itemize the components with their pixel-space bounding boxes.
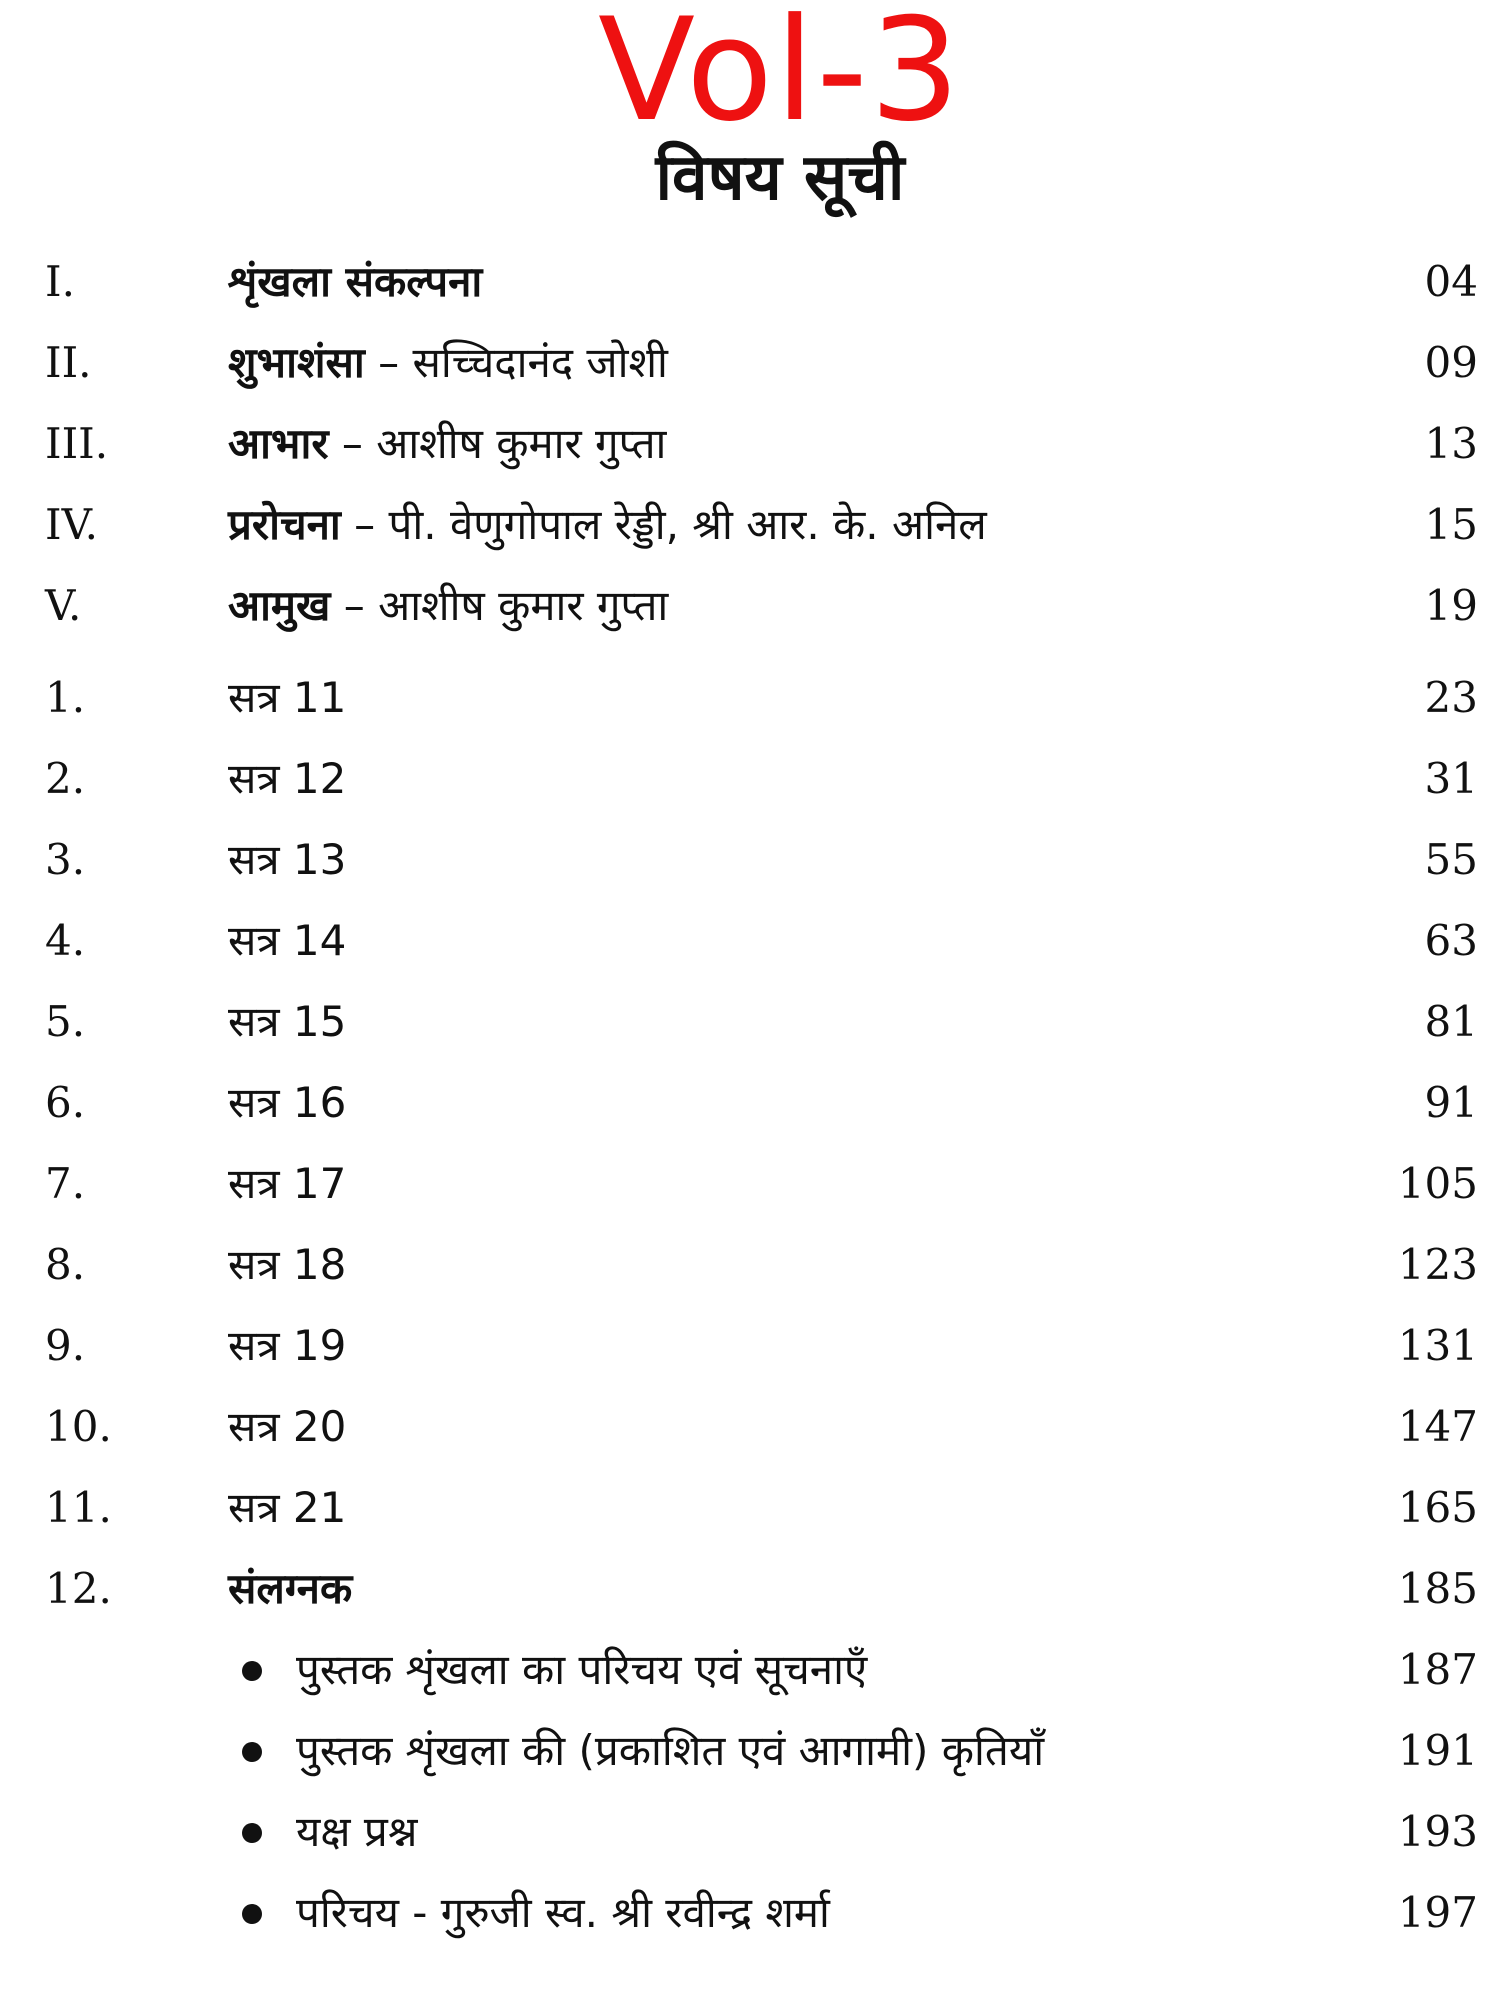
toc-page-number: 105 — [1397, 1159, 1478, 1208]
toc-title — [228, 323, 668, 403]
toc-page-number: 187 — [1397, 1645, 1478, 1694]
toc-row — [0, 1549, 1500, 1629]
toc-number: 4. — [45, 916, 86, 965]
toc-title — [228, 485, 987, 565]
toc-number: 10. — [45, 1402, 112, 1451]
toc-title — [228, 1225, 346, 1305]
toc-row — [0, 739, 1500, 819]
toc-title-bold: आभार — [228, 419, 329, 468]
toc-page-number: 193 — [1397, 1807, 1478, 1856]
toc-page-number: 63 — [1424, 916, 1478, 965]
toc-title — [228, 982, 346, 1062]
toc-page-number: 123 — [1397, 1240, 1478, 1289]
toc-row — [0, 242, 1500, 322]
toc-row — [0, 820, 1500, 900]
toc-title-rest: सत्र 15 — [228, 997, 347, 1046]
toc-number: III. — [45, 419, 109, 468]
toc-page-number: 13 — [1424, 419, 1478, 468]
bullet-icon — [242, 1823, 262, 1843]
toc-title-rest: सत्र 13 — [228, 835, 347, 884]
toc-page-number: 147 — [1397, 1402, 1478, 1451]
toc-title — [228, 1063, 346, 1143]
toc-title — [228, 820, 346, 900]
toc-number: 3. — [45, 835, 86, 884]
toc-number: 7. — [45, 1159, 86, 1208]
bullet-icon — [242, 1661, 262, 1681]
toc-number: 6. — [45, 1078, 86, 1127]
toc-title — [228, 1387, 346, 1467]
toc-title-bold: प्ररोचना — [228, 500, 341, 549]
toc-number: 1. — [45, 673, 86, 722]
toc-title — [228, 242, 482, 322]
toc-sub-title: पुस्तक शृंखला की (प्रकाशित एवं आगामी) कृतियाँ — [296, 1726, 1045, 1775]
toc-title — [228, 566, 668, 646]
toc-title — [228, 658, 346, 738]
toc-title-rest: सत्र 14 — [228, 916, 347, 965]
toc-row — [0, 485, 1500, 565]
toc-sub-row — [0, 1873, 1500, 1953]
toc-title-bold: शुभाशंसा — [228, 338, 365, 387]
toc-number: V. — [45, 581, 82, 630]
toc-title-rest: सत्र 16 — [228, 1078, 347, 1127]
bullet-icon — [242, 1742, 262, 1762]
toc-number: 2. — [45, 754, 86, 803]
toc-title-rest: सत्र 21 — [228, 1483, 347, 1532]
toc-page-number: 15 — [1424, 500, 1478, 549]
toc-row — [0, 1306, 1500, 1386]
toc-sub-row — [0, 1630, 1500, 1710]
toc-page-number: 131 — [1397, 1321, 1478, 1370]
toc-title-rest: – आशीष कुमार गुप्ता — [330, 581, 669, 630]
toc-title-rest: – सच्चिदानंद जोशी — [364, 338, 668, 387]
bullet-icon — [242, 1904, 262, 1924]
volume-label: Vol-3 — [597, 0, 963, 153]
toc-title — [228, 404, 666, 484]
toc-row — [0, 1144, 1500, 1224]
toc-title-bold: संलग्नक — [228, 1564, 353, 1613]
toc-title — [228, 1468, 346, 1548]
toc-title — [228, 1306, 346, 1386]
toc-title-rest: सत्र 17 — [228, 1159, 347, 1208]
toc-row — [0, 566, 1500, 646]
toc-row — [0, 323, 1500, 403]
toc-page-number: 165 — [1397, 1483, 1478, 1532]
toc-title — [228, 739, 346, 819]
toc-number: 5. — [45, 997, 86, 1046]
toc-page-number: 91 — [1424, 1078, 1478, 1127]
toc-row — [0, 1063, 1500, 1143]
toc-page-number: 04 — [1424, 257, 1478, 306]
toc-title-rest: सत्र 20 — [228, 1402, 347, 1451]
toc-title-rest: – आशीष कुमार गुप्ता — [328, 419, 667, 468]
toc-page-number: 197 — [1397, 1888, 1478, 1937]
toc-number: IV. — [45, 500, 98, 549]
toc-title-rest: सत्र 12 — [228, 754, 347, 803]
toc-title — [228, 1144, 346, 1224]
toc-title-bold: शृंखला संकल्पना — [228, 257, 483, 306]
toc-row — [0, 404, 1500, 484]
toc-title — [228, 901, 346, 981]
toc-page-number: 19 — [1424, 581, 1478, 630]
toc-page-number: 23 — [1424, 673, 1478, 722]
toc-page-number: 185 — [1397, 1564, 1478, 1613]
toc-sub-title: परिचय - गुरुजी स्व. श्री रवीन्द्र शर्मा — [296, 1888, 830, 1937]
toc-title-bold: आमुख — [228, 581, 331, 630]
toc-sub-title: यक्ष प्रश्न — [296, 1807, 418, 1856]
toc-number: 9. — [45, 1321, 86, 1370]
toc-number: II. — [45, 338, 92, 387]
toc-number: 11. — [45, 1483, 112, 1532]
toc-page-number: 31 — [1424, 754, 1478, 803]
toc-sub-title: पुस्तक शृंखला का परिचय एवं सूचनाएँ — [296, 1645, 868, 1694]
toc-page-number: 55 — [1424, 835, 1478, 884]
toc-page-number: 191 — [1397, 1726, 1478, 1775]
toc-sub-row — [0, 1711, 1500, 1791]
toc-title-rest: सत्र 19 — [228, 1321, 347, 1370]
toc-row — [0, 1225, 1500, 1305]
toc-row — [0, 982, 1500, 1062]
toc-page-number: 09 — [1424, 338, 1478, 387]
toc-number: 12. — [45, 1564, 112, 1613]
toc-number: I. — [45, 257, 75, 306]
toc-row — [0, 1387, 1500, 1467]
toc-row — [0, 658, 1500, 738]
toc-row — [0, 1468, 1500, 1548]
toc-page-number: 81 — [1424, 997, 1478, 1046]
toc-title-rest: सत्र 18 — [228, 1240, 347, 1289]
toc-number: 8. — [45, 1240, 86, 1289]
toc-sub-row — [0, 1792, 1500, 1872]
toc-row — [0, 901, 1500, 981]
toc-title-rest: सत्र 11 — [228, 673, 347, 722]
page-title: विषय सूची — [655, 141, 905, 215]
toc-title-rest: – पी. वेणुगोपाल रेड्डी, श्री आर. के. अनिल — [340, 500, 987, 549]
toc-title — [228, 1549, 352, 1629]
